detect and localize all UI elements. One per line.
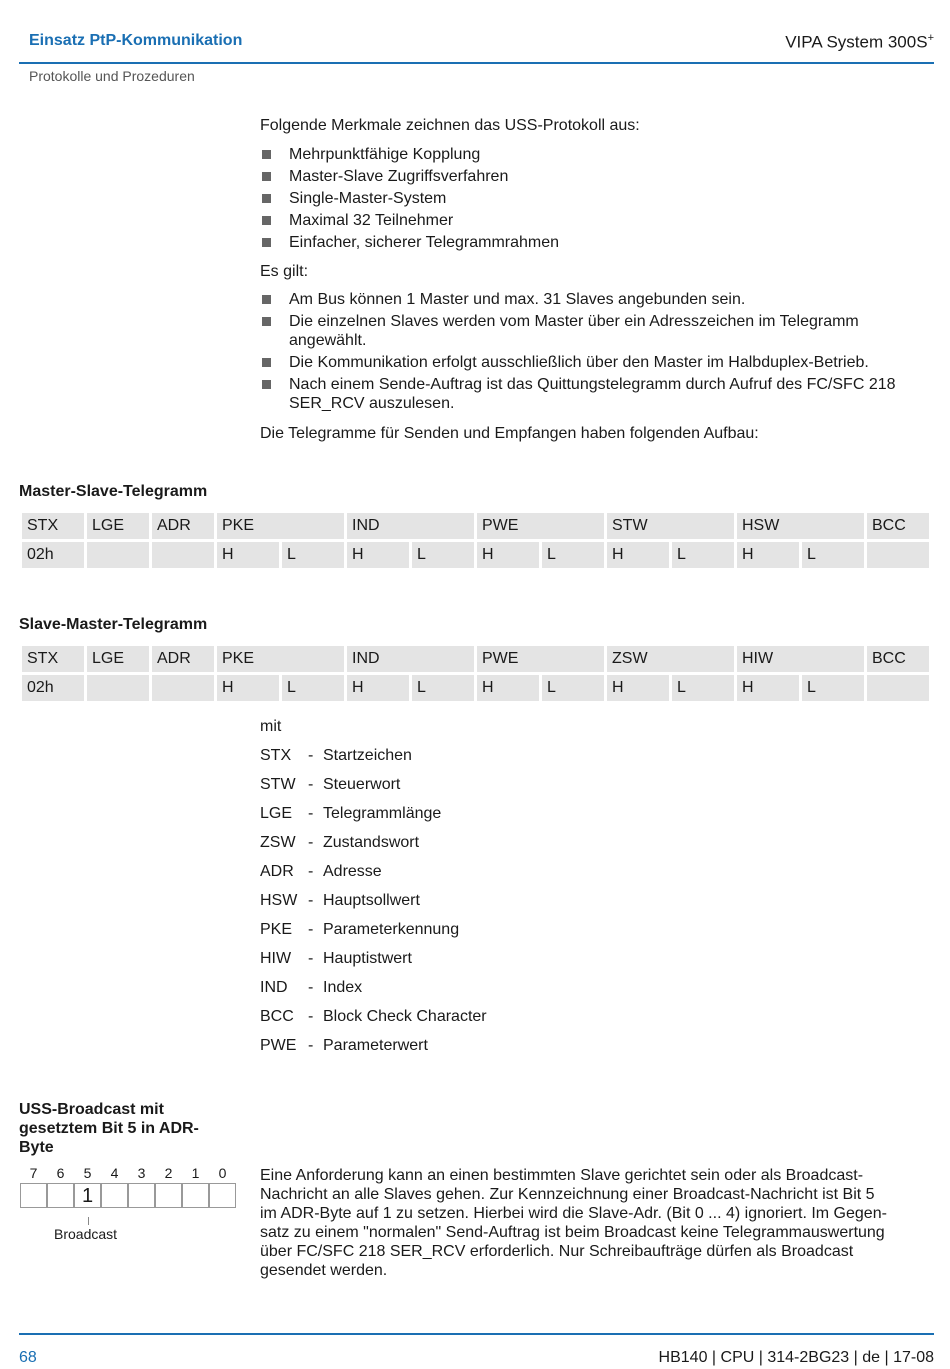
table-cell: BCC: [867, 513, 929, 539]
feature-list: [260, 145, 940, 255]
table-cell: LGE: [87, 513, 149, 539]
bullet-square-icon: [262, 194, 271, 203]
table-header-row: [22, 646, 929, 672]
table-cell: H: [217, 542, 279, 568]
table-cell: H: [607, 542, 669, 568]
table-cell: [152, 542, 214, 568]
bullet-square-icon: [262, 358, 271, 367]
header-product-title: [785, 32, 934, 53]
table-cell: L: [672, 542, 734, 568]
table-cell: L: [412, 542, 474, 568]
broadcast-title-line: Byte: [19, 1139, 54, 1156]
table-cell: [87, 542, 149, 568]
table-cell: L: [282, 675, 344, 701]
feature-item: Mehrpunktfähige Kopplung: [260, 145, 940, 164]
broadcast-text-line: satz zu einem "normalen" Send-Auftrag ist beim Broadcast keine Telegrammauswertung: [260, 1224, 885, 1241]
bullet-square-icon: [262, 150, 271, 159]
bit-number: 0: [218, 1165, 227, 1181]
table-cell: H: [347, 675, 409, 701]
table-cell: ADR: [152, 646, 214, 672]
feature-item: Einfacher, sicherer Telegrammrahmen: [260, 233, 940, 252]
slave-master-title: Slave-Master-Telegramm: [19, 616, 208, 633]
table-cell: PWE: [477, 646, 604, 672]
bit-cell: [47, 1183, 74, 1208]
broadcast-title-line: gesetztem Bit 5 in ADR-: [19, 1120, 199, 1137]
bullet-square-icon: [262, 238, 271, 247]
table-cell: L: [672, 675, 734, 701]
table-cell: L: [542, 675, 604, 701]
bit-cell: [209, 1183, 236, 1208]
footer-divider: [19, 1333, 934, 1335]
table-row: [22, 675, 929, 701]
table-cell: [867, 675, 929, 701]
master-slave-title: Master-Slave-Telegramm: [19, 483, 208, 500]
broadcast-pointer-line: [88, 1217, 89, 1225]
intro-paragraph: Folgende Merkmale zeichnen das USS-Protokoll aus:: [260, 117, 640, 134]
table-row: [22, 542, 929, 568]
bit-number: 7: [29, 1165, 38, 1181]
rule-item: Nach einem Sende-Auftrag ist das Quittungstelegramm durch Aufruf des FC/SFC 218 SER_RCV auszulesen.: [260, 375, 940, 413]
es-gilt-label: Es gilt:: [260, 263, 309, 280]
table-cell: H: [477, 542, 539, 568]
rule-item: Die einzelnen Slaves werden vom Master über ein Adresszeichen im Telegramm angewählt.: [260, 312, 940, 350]
feature-item: Master-Slave Zugriffsverfahren: [260, 167, 940, 186]
bit-number: 3: [137, 1165, 146, 1181]
bit-number: 5: [83, 1165, 92, 1181]
header-divider: [19, 62, 934, 64]
bullet-square-icon: [262, 317, 271, 326]
bit-cell: [155, 1183, 182, 1208]
master-slave-table: [19, 510, 932, 571]
table-cell: H: [607, 675, 669, 701]
table-cell: H: [217, 675, 279, 701]
bit-cell: [20, 1183, 47, 1208]
bit-number: 6: [56, 1165, 65, 1181]
table-cell: 02h: [22, 675, 84, 701]
aufbau-paragraph: Die Telegramme für Senden und Empfangen haben folgenden Aufbau:: [260, 425, 759, 442]
broadcast-text-line: Eine Anforderung kann an einen bestimmten Slave gerichtet sein oder als Broadcast-: [260, 1167, 864, 1184]
table-cell: BCC: [867, 646, 929, 672]
table-cell: L: [412, 675, 474, 701]
table-cell: L: [802, 675, 864, 701]
broadcast-text-line: gesendet werden.: [260, 1262, 388, 1279]
product-superscript: +: [927, 32, 934, 44]
header-subsection: Protokolle und Prozeduren: [29, 68, 195, 84]
bit-cell: 1: [74, 1183, 101, 1208]
legend-intro: mit: [260, 718, 282, 735]
header-section-title: Einsatz PtP-Kommunikation: [29, 32, 243, 49]
table-cell: [867, 542, 929, 568]
table-cell: 02h: [22, 542, 84, 568]
broadcast-title-line: USS-Broadcast mit: [19, 1101, 164, 1118]
bit-cell: [128, 1183, 155, 1208]
table-cell: L: [802, 542, 864, 568]
table-cell: PKE: [217, 513, 344, 539]
table-cell: IND: [347, 513, 474, 539]
broadcast-text-line: im ADR-Byte auf 1 zu setzen. Hierbei wird die Slave-Adr. (Bit 0 ... 4) ignoriert. Im Gegen-: [260, 1205, 887, 1222]
table-cell: PKE: [217, 646, 344, 672]
product-name: VIPA System 300S: [785, 32, 928, 52]
table-cell: STX: [22, 646, 84, 672]
bullet-square-icon: [262, 216, 271, 225]
broadcast-label: Broadcast: [54, 1226, 118, 1242]
table-cell: L: [282, 542, 344, 568]
table-cell: IND: [347, 646, 474, 672]
bullet-square-icon: [262, 295, 271, 304]
bullet-square-icon: [262, 380, 271, 389]
bit-number: 2: [164, 1165, 173, 1181]
bit-cell: [101, 1183, 128, 1208]
table-cell: H: [737, 542, 799, 568]
bit-number: 4: [110, 1165, 119, 1181]
table-cell: LGE: [87, 646, 149, 672]
feature-item: Maximal 32 Teilnehmer: [260, 211, 940, 230]
rules-list: [260, 290, 940, 416]
broadcast-text-line: Nachricht an alle Slaves gehen. Zur Kennzeichnung einer Broadcast-Nachricht ist Bit 5: [260, 1186, 875, 1203]
table-cell: ADR: [152, 513, 214, 539]
table-cell: H: [347, 542, 409, 568]
table-cell: PWE: [477, 513, 604, 539]
broadcast-text-line: über FC/SFC 218 SER_RCV erforderlich. Nur Schreibaufträge dürfen als Broadcast: [260, 1243, 854, 1260]
table-cell: ZSW: [607, 646, 734, 672]
footer-info: HB140 | CPU | 314-2BG23 | de | 17-08: [658, 1349, 934, 1366]
bit-number: 1: [191, 1165, 200, 1181]
rule-item: Die Kommunikation erfolgt ausschließlich über den Master im Halbduplex-Betrieb.: [260, 353, 940, 372]
table-cell: [152, 675, 214, 701]
feature-item: Single-Master-System: [260, 189, 940, 208]
bullet-square-icon: [262, 172, 271, 181]
table-cell: H: [477, 675, 539, 701]
table-header-row: [22, 513, 929, 539]
page-number: 68: [19, 1349, 37, 1366]
bit-cell: [182, 1183, 209, 1208]
table-cell: L: [542, 542, 604, 568]
slave-master-table: [19, 643, 932, 704]
table-cell: HSW: [737, 513, 864, 539]
table-cell: H: [737, 675, 799, 701]
table-cell: [87, 675, 149, 701]
table-cell: STW: [607, 513, 734, 539]
table-cell: STX: [22, 513, 84, 539]
table-cell: HIW: [737, 646, 864, 672]
rule-item: Am Bus können 1 Master und max. 31 Slaves angebunden sein.: [260, 290, 940, 309]
